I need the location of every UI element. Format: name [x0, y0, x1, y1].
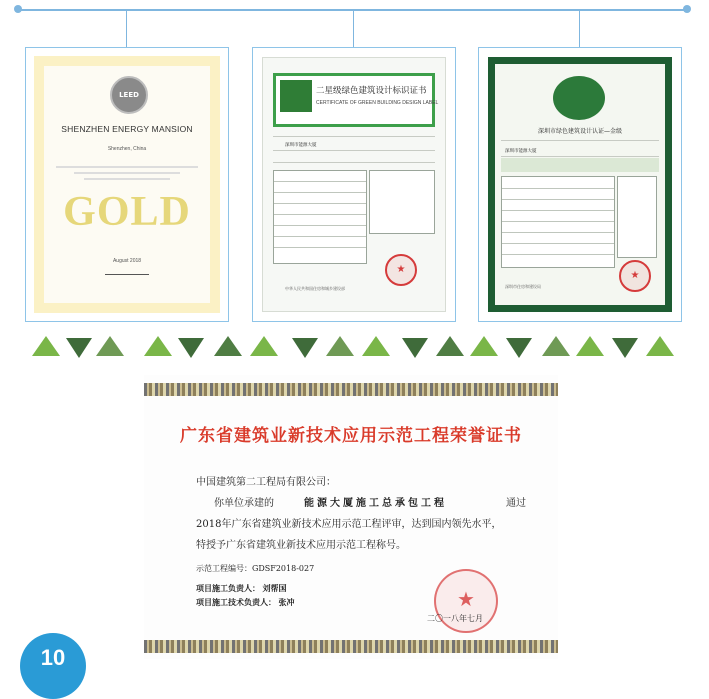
shenzhen-gold-notes — [617, 176, 657, 258]
leed-location: Shenzhen, China — [107, 146, 147, 152]
green-label-title: 二星级绿色建筑设计标识证书 — [316, 86, 427, 96]
leed-project-name: SHENZHEN ENERGY MANSION — [61, 124, 193, 134]
honor-manager-label: 项目施工负责人： — [196, 583, 260, 593]
triangle-light-icon — [646, 336, 674, 356]
honor-project-name: 能源大厦施工总承包工程 — [304, 498, 447, 509]
leed-date: August 2018 — [112, 258, 142, 264]
green-label-certificate-frame — [252, 47, 456, 322]
leed-signature — [105, 266, 149, 275]
triangle-light-icon — [362, 336, 390, 356]
honor-manager: 刘帮国 — [262, 583, 287, 593]
honor-line1-prefix: 你单位承建的 — [214, 498, 274, 509]
triangle-light-icon — [576, 336, 604, 356]
decorative-border-top — [144, 383, 558, 396]
leed-fine-print — [56, 166, 198, 168]
honor-project-no: GDSF2018-027 — [252, 564, 315, 573]
honor-tech: 张冲 — [278, 597, 295, 607]
green-label-issuer: 中华人民共和国住房和城乡建设部 — [285, 286, 345, 291]
decorative-border-bottom — [144, 640, 558, 653]
honor-line2: 2018年广东省建筑业新技术应用示范工程评审，达到国内领先水平， — [196, 519, 502, 530]
triangle-divider — [30, 332, 680, 362]
shenzhen-gold-table — [501, 176, 615, 268]
timeline-connector-2 — [353, 10, 354, 48]
triangle-dark-icon — [214, 336, 242, 356]
triangle-light-icon — [144, 336, 172, 356]
leed-fine-print — [74, 172, 180, 174]
shenzhen-gold-issuer: 深圳市住房和建设局 — [505, 284, 541, 289]
green-label-building: 深圳市能源大厦 — [285, 143, 317, 148]
triangle-dark-icon — [436, 336, 464, 356]
honor-certificate-title: 广东省建筑业新技术应用示范工程荣誉证书 — [180, 426, 522, 446]
timeline-dot-left — [14, 5, 22, 13]
green-building-logo-icon — [280, 80, 312, 112]
shenzhen-gold-title: 深圳市绿色建筑设计认证—金级 — [537, 128, 622, 135]
triangle-light-icon — [96, 336, 124, 356]
triangle-light-icon — [32, 336, 60, 356]
honor-tech-label: 项目施工技术负责人： — [196, 597, 276, 607]
honor-date: 二〇一八年七月 — [427, 614, 483, 623]
triangle-dark-icon — [612, 338, 638, 358]
triangle-dark-icon — [66, 338, 92, 358]
green-label-table — [273, 170, 367, 264]
page-number: 10 — [40, 645, 66, 670]
leed-certificate-frame — [25, 47, 229, 322]
green-label-title-en: CERTIFICATE OF GREEN BUILDING DESIGN LABEL — [316, 100, 439, 106]
honor-line3: 特授予广东省建筑业新技术应用示范工程称号。 — [196, 540, 406, 551]
triangle-light-icon — [542, 336, 570, 356]
timeline-connector-1 — [126, 10, 127, 48]
shenzhen-gold-certificate — [488, 57, 672, 312]
leed-seal-icon: LEED — [110, 76, 148, 114]
triangle-dark-icon — [292, 338, 318, 358]
honor-project-no-label: 示范工程编号： — [196, 564, 252, 573]
honor-recipient: 中国建筑第二工程局有限公司： — [196, 477, 336, 488]
triangle-dark-icon — [178, 338, 204, 358]
honor-line1-suffix: 通过 — [506, 498, 526, 509]
green-emblem-icon — [553, 76, 605, 120]
leed-fine-print — [84, 178, 170, 180]
shenzhen-gold-building: 深圳市能源大厦 — [505, 149, 537, 154]
leed-certificate — [34, 56, 220, 313]
red-seal-icon: ★ — [619, 260, 651, 292]
green-label-certificate — [262, 57, 446, 312]
red-seal-icon: ★ — [385, 254, 417, 286]
honor-certificate — [144, 375, 558, 659]
triangle-dark-icon — [506, 338, 532, 358]
green-label-notes — [369, 170, 435, 234]
leed-level: GOLD — [63, 189, 191, 235]
triangle-light-icon — [470, 336, 498, 356]
timeline-connector-3 — [579, 10, 580, 48]
page-number-badge — [20, 633, 86, 699]
red-seal-icon: ★ — [434, 569, 498, 633]
triangle-light-icon — [250, 336, 278, 356]
shenzhen-gold-certificate-frame — [478, 47, 682, 322]
triangle-dark-icon — [402, 338, 428, 358]
timeline-dot-right — [683, 5, 691, 13]
triangle-light-icon — [326, 336, 354, 356]
